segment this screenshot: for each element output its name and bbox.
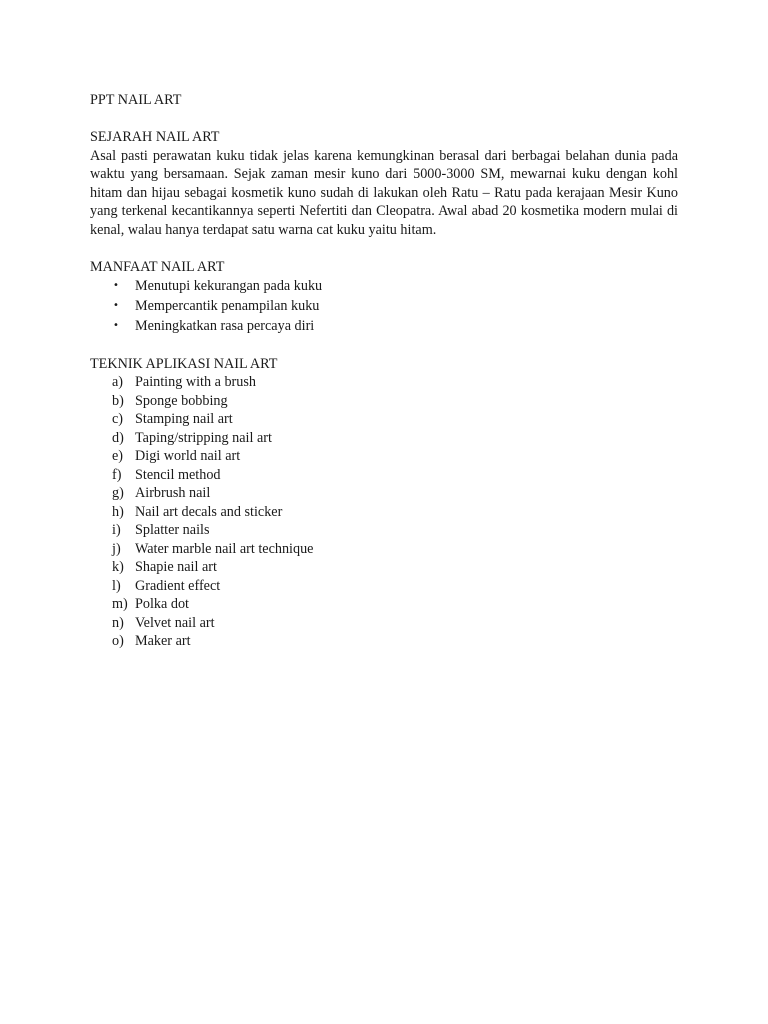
- technique-label: Digi world nail art: [135, 448, 241, 464]
- list-marker: g): [112, 485, 124, 501]
- document-page: [90, 91, 678, 651]
- history-section: [90, 128, 678, 239]
- technique-item: [90, 632, 678, 651]
- list-marker: l): [112, 577, 121, 594]
- list-marker: o): [112, 633, 124, 649]
- list-marker: i): [112, 522, 121, 538]
- technique-item: [90, 429, 678, 448]
- list-marker: h): [112, 503, 124, 520]
- technique-item: [90, 466, 678, 485]
- technique-item: [90, 540, 678, 559]
- bullet-icon: •: [113, 320, 119, 331]
- technique-item: [90, 447, 678, 466]
- technique-label: Stencil method: [135, 466, 221, 483]
- bullet-icon: •: [113, 280, 119, 291]
- technique-item: [90, 558, 678, 577]
- benefit-item-label: Menutupi kekurangan pada kuku: [135, 278, 323, 294]
- list-marker: k): [112, 559, 124, 575]
- technique-label: Splatter nails: [135, 522, 210, 538]
- technique-label: Gradient effect: [135, 577, 221, 594]
- list-marker: c): [112, 411, 124, 427]
- techniques-list: [90, 373, 678, 651]
- technique-item: [90, 614, 678, 633]
- technique-item: [90, 484, 678, 503]
- bullet-icon: •: [113, 300, 119, 311]
- technique-item: [90, 521, 678, 540]
- technique-label: Stamping nail art: [135, 411, 233, 427]
- list-marker: n): [112, 614, 124, 631]
- history-paragraph: Asal pasti perawatan kuku tidak jelas karena kemungkinan berasal dari berbagai belahan dunia pada waktu yang bersamaan. Sejak zaman mesir kuno dari 5000-3000 SM, mewarnai kuku dengan kohl hitam dan hijau sebagai kosmetik kuno sudah di lakukan oleh Ratu – Ratu pada kerajaan Mesir Kuno yang terkenal kecantikannya seperti Nefertiti dan Cleopatra. Awal abad 20 kosmetika modern mulai di kenal, walau hanya terdapat satu warna cat kuku yaitu hitam.: [90, 147, 678, 238]
- technique-label: Sponge bobbing: [135, 392, 228, 409]
- list-marker: b): [112, 392, 124, 409]
- technique-item: [90, 373, 678, 392]
- history-heading: SEJARAH NAIL ART: [90, 129, 220, 145]
- techniques-heading: TEKNIK APLIKASI NAIL ART: [90, 355, 278, 372]
- benefits-section: [90, 258, 678, 337]
- benefit-item: [90, 296, 678, 316]
- technique-item: [90, 577, 678, 596]
- benefits-heading: MANFAAT NAIL ART: [90, 258, 225, 275]
- list-marker: e): [112, 448, 124, 464]
- benefit-item: [90, 316, 678, 336]
- technique-item: [90, 595, 678, 614]
- technique-label: Polka dot: [135, 596, 189, 612]
- list-marker: j): [112, 540, 121, 557]
- list-marker: m): [112, 596, 128, 612]
- benefit-item-label: Meningkatkan rasa percaya diri: [135, 318, 315, 334]
- technique-label: Nail art decals and sticker: [135, 503, 283, 520]
- benefits-list: [90, 276, 678, 336]
- document-title: PPT NAIL ART: [90, 92, 182, 108]
- technique-item: [90, 392, 678, 411]
- technique-label: Velvet nail art: [135, 614, 215, 631]
- benefit-item-label: Mempercantik penampilan kuku: [135, 298, 320, 314]
- technique-label: Painting with a brush: [135, 374, 256, 390]
- technique-label: Airbrush nail: [135, 485, 211, 501]
- technique-label: Water marble nail art technique: [135, 540, 314, 557]
- benefit-item: [90, 276, 678, 296]
- list-marker: d): [112, 429, 124, 446]
- list-marker: f): [112, 466, 122, 483]
- technique-item: [90, 503, 678, 522]
- list-marker: a): [112, 374, 124, 390]
- technique-item: [90, 410, 678, 429]
- technique-label: Maker art: [135, 633, 191, 649]
- technique-label: Shapie nail art: [135, 559, 217, 575]
- techniques-section: [90, 355, 678, 651]
- technique-label: Taping/stripping nail art: [135, 429, 272, 446]
